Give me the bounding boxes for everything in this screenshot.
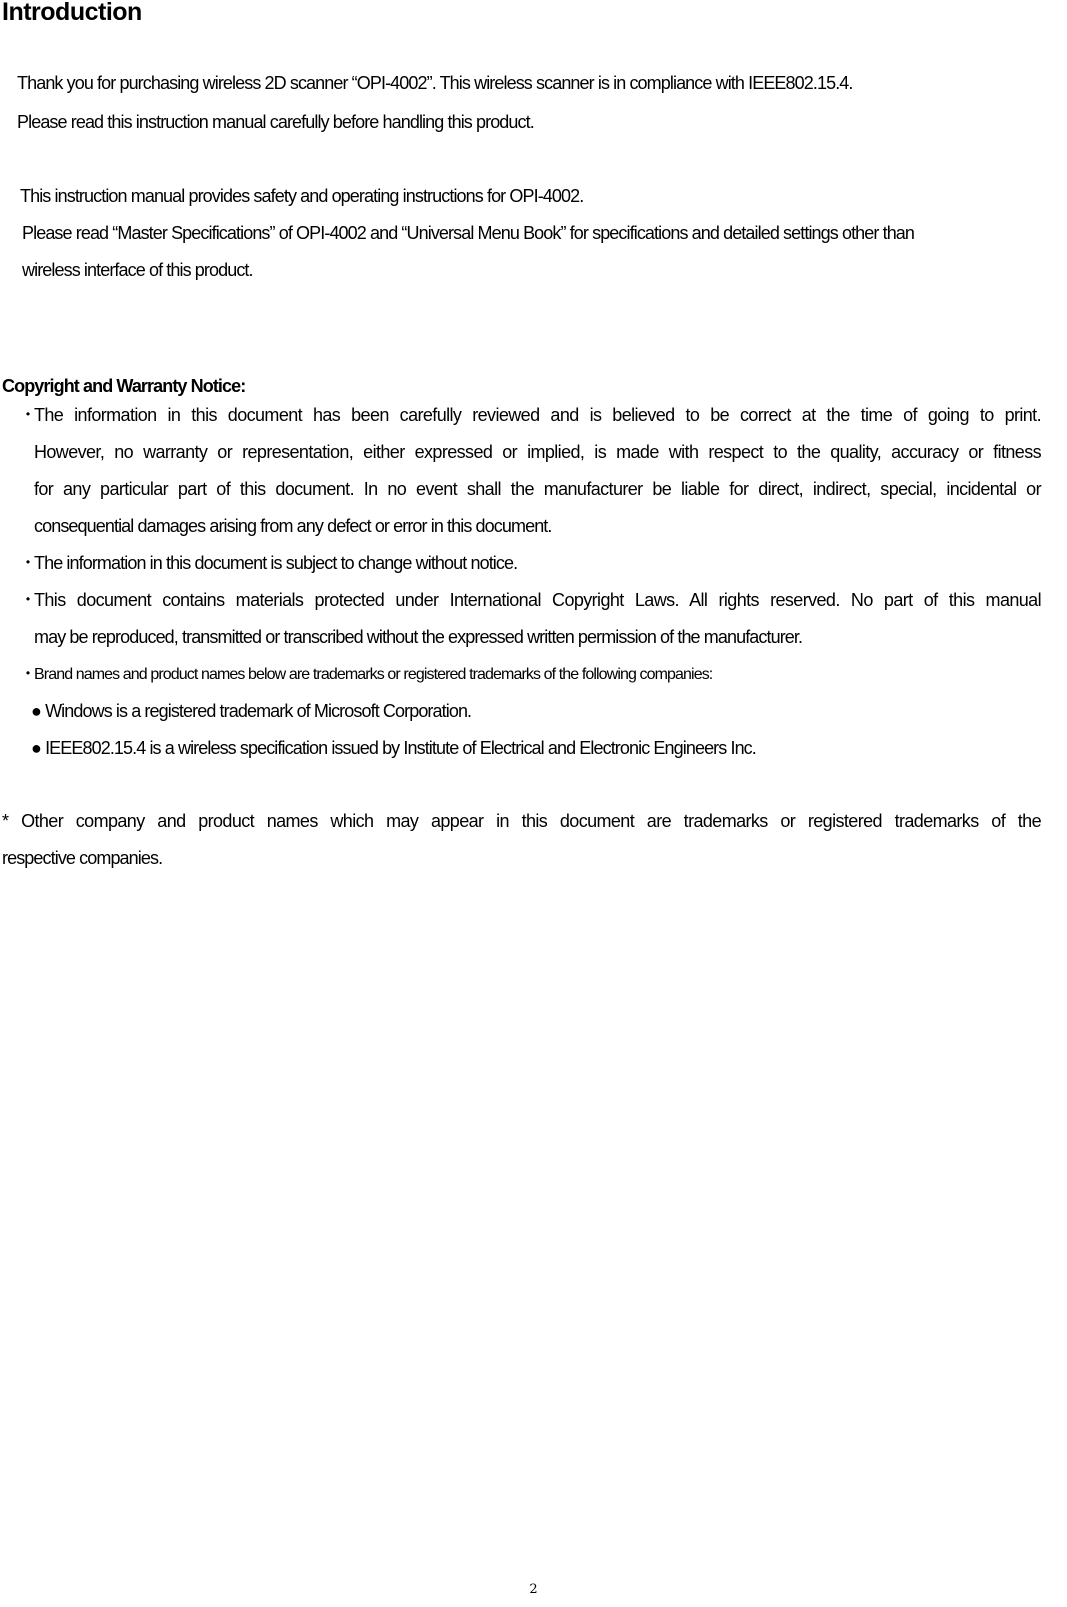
footnote-line-2: respective companies. bbox=[2, 848, 163, 868]
notice-item-1-line-4: consequential damages arising from any defect or error in this document. bbox=[34, 516, 552, 536]
notice-item-1-line-3: for any particular part of this document. In no event shall the manufacturer be liable for direct, indirect, special, incidental or bbox=[34, 479, 1041, 499]
notice-item-2: The information in this document is subject to change without notice. bbox=[34, 553, 518, 573]
bullet-mark: ・ bbox=[19, 664, 37, 684]
bullet-mark: ・ bbox=[19, 590, 37, 610]
bullet-mark: ・ bbox=[19, 553, 37, 573]
notice-item-3-line-2: may be reproduced, transmitted or transcribed without the expressed written permission of the manufacturer. bbox=[34, 627, 803, 647]
notice-item-3-line-1: This document contains materials protected under International Copyright Laws. All rights reserved. No part of this manual bbox=[34, 590, 1041, 610]
trademark-windows: ● Windows is a registered trademark of Microsoft Corporation. bbox=[31, 701, 472, 721]
intro-line-3: This instruction manual provides safety and operating instructions for OPI-4002. bbox=[20, 186, 584, 206]
page-title: Introduction bbox=[2, 0, 142, 26]
intro-line-2: Please read this instruction manual carefully before handling this product. bbox=[17, 112, 534, 132]
notice-item-1-line-1: The information in this document has been carefully reviewed and is believed to be correct at the time of going to print. bbox=[34, 405, 1041, 425]
page-number: 2 bbox=[529, 1582, 538, 1597]
footnote-line-1: * Other company and product names which may appear in this document are trademarks or registered trademarks of the bbox=[2, 811, 1041, 831]
trademark-ieee: ● IEEE802.15.4 is a wireless specification issued by Institute of Electrical and Electronic Engineers Inc. bbox=[31, 738, 756, 758]
notice-item-1-line-2: However, no warranty or representation, either expressed or implied, is made with respect to the quality, accuracy or fitness bbox=[34, 442, 1041, 462]
intro-line-1: Thank you for purchasing wireless 2D scanner “OPI-4002”. This wireless scanner is in compliance with IEEE802.15.4. bbox=[17, 73, 853, 93]
intro-line-5: wireless interface of this product. bbox=[22, 260, 253, 280]
notice-item-4: Brand names and product names below are trademarks or registered trademarks of the following companies: bbox=[34, 666, 713, 683]
intro-line-4: Please read “Master Specifications” of OPI-4002 and “Universal Menu Book” for specifications and detailed settings other than bbox=[22, 223, 915, 243]
bullet-mark: ・ bbox=[19, 405, 37, 425]
copyright-heading: Copyright and Warranty Notice: bbox=[2, 376, 246, 396]
